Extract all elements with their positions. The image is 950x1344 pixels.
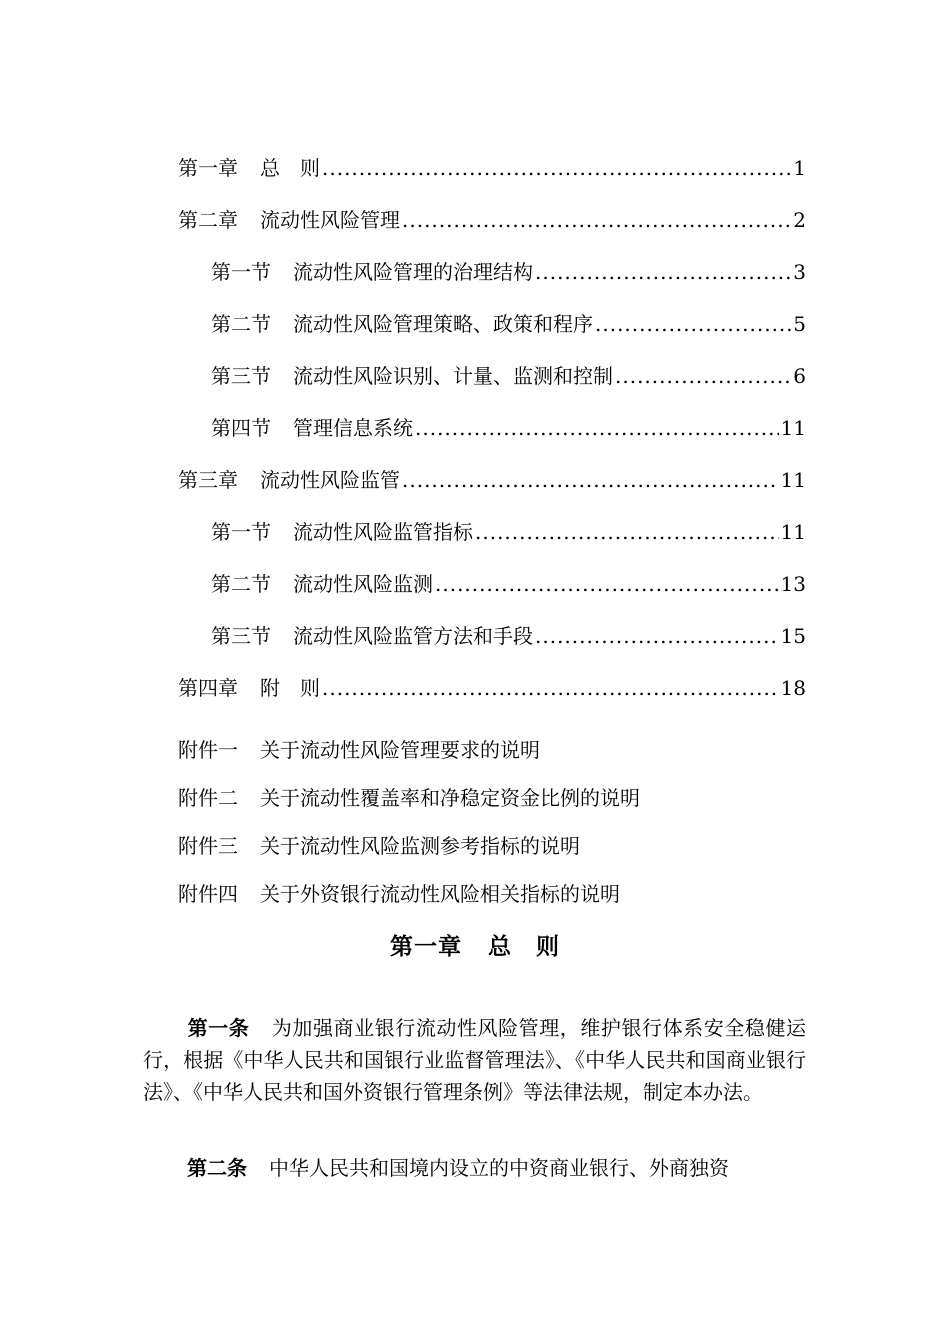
toc-title: 流动性风险监管 [260, 468, 400, 492]
toc-page-number: 3 [793, 260, 806, 284]
toc-title: 附 则 [260, 676, 320, 700]
appendix-item [178, 880, 620, 908]
toc-page-number: 15 [780, 624, 806, 648]
toc-entry[interactable] [178, 154, 806, 182]
toc-title: 流动性风险管理 [260, 208, 400, 232]
appendix-item [178, 736, 540, 764]
appendix-title: 关于外资银行流动性风险相关指标的说明 [260, 882, 620, 906]
appendix-title: 关于流动性风险监测参考指标的说明 [260, 834, 580, 858]
appendix-title: 关于流动性覆盖率和净稳定资金比例的说明 [260, 786, 640, 810]
toc-leader-dots [475, 518, 779, 546]
article-label: 第一条 [187, 1016, 250, 1040]
toc-leader-dots [402, 466, 779, 494]
toc-title: 流动性风险识别、计量、监测和控制 [293, 364, 613, 388]
toc-leader-dots [402, 206, 791, 234]
toc-label: 第二节 [211, 572, 271, 596]
toc-label: 第一节 [211, 520, 271, 544]
toc-label: 第三节 [211, 364, 271, 388]
toc-label: 第四章 [178, 676, 238, 700]
toc-title: 流动性风险监管指标 [293, 520, 473, 544]
toc-title: 流动性风险管理策略、政策和程序 [293, 312, 593, 336]
toc-label: 第三节 [211, 624, 271, 648]
appendix-label: 附件二 [178, 786, 238, 810]
appendix-label: 附件四 [178, 882, 238, 906]
toc-title: 流动性风险监测 [293, 572, 433, 596]
toc-page-number: 11 [780, 468, 806, 492]
toc-entry[interactable] [211, 622, 806, 650]
article-label: 第二条 [187, 1156, 247, 1180]
toc-leader-dots [435, 570, 779, 598]
toc-entry[interactable] [211, 518, 806, 546]
toc-label: 第三章 [178, 468, 238, 492]
appendix-item [178, 832, 580, 860]
toc-page-number: 11 [780, 520, 806, 544]
toc-page-number: 13 [780, 572, 806, 596]
toc-page-number: 5 [793, 312, 806, 336]
toc-title: 总 则 [260, 156, 320, 180]
toc-page-number: 6 [793, 364, 806, 388]
toc-leader-dots [535, 622, 779, 650]
toc-entry[interactable] [211, 570, 806, 598]
appendix-label: 附件三 [178, 834, 238, 858]
toc-label: 第二节 [211, 312, 271, 336]
article-paragraph [143, 1152, 806, 1184]
appendix-item [178, 784, 640, 812]
toc-page-number: 11 [780, 416, 806, 440]
toc-title: 流动性风险监管方法和手段 [293, 624, 533, 648]
toc-entry[interactable] [211, 258, 806, 286]
toc-leader-dots [322, 154, 791, 182]
toc-label: 第二章 [178, 208, 238, 232]
article-text: 为加强商业银行流动性风险管理，维护银行体系安全稳健运行，根据《中华人民共和国银行业监督管理法》、《中华人民共和国商业银行法》、《中华人民共和国外资银行管理条例》等法律法规，制定本办法。 [143, 1016, 807, 1104]
toc-leader-dots [615, 362, 791, 390]
toc-title: 管理信息系统 [293, 416, 413, 440]
toc-label: 第一章 [178, 156, 238, 180]
toc-entry[interactable] [211, 414, 806, 442]
toc-page-number: 18 [780, 676, 806, 700]
toc-leader-dots [535, 258, 791, 286]
toc-page-number: 1 [793, 156, 806, 180]
chapter-heading-label: 第一章 [390, 934, 462, 960]
chapter-heading [0, 928, 950, 961]
toc-leader-dots [322, 674, 779, 702]
toc-entry[interactable] [211, 362, 806, 390]
article-paragraph [143, 1012, 806, 1108]
toc-page-number: 2 [793, 208, 806, 232]
toc-label: 第一节 [211, 260, 271, 284]
chapter-heading-title: 总 则 [488, 934, 560, 960]
toc-leader-dots [415, 414, 779, 442]
toc-entry[interactable] [178, 206, 806, 234]
toc-title: 流动性风险管理的治理结构 [293, 260, 533, 284]
toc-entry[interactable] [178, 674, 806, 702]
toc-entry[interactable] [178, 466, 806, 494]
appendix-title: 关于流动性风险管理要求的说明 [260, 738, 540, 762]
article-text: 中华人民共和国境内设立的中资商业银行、外商独资 [269, 1156, 729, 1180]
toc-label: 第四节 [211, 416, 271, 440]
appendix-label: 附件一 [178, 738, 238, 762]
toc-entry[interactable] [211, 310, 806, 338]
toc-leader-dots [595, 310, 791, 338]
